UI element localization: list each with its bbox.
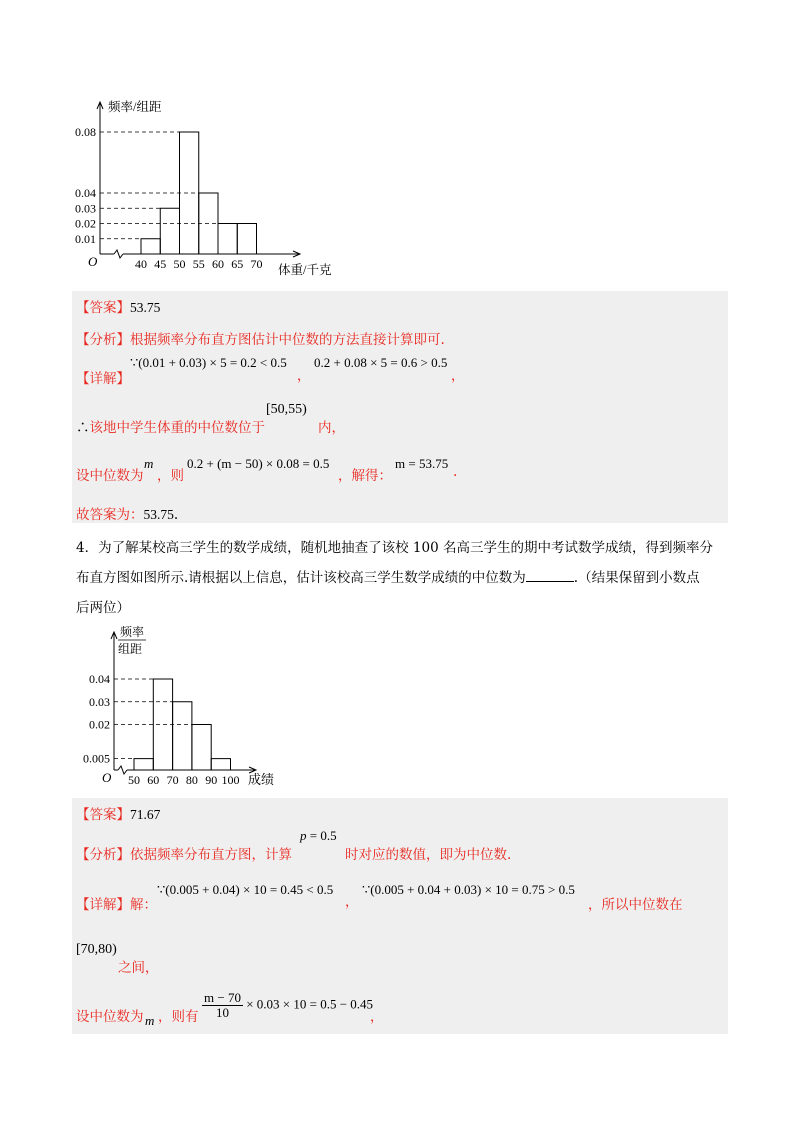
answer-value: 53.75: [130, 300, 161, 315]
histogram-bar: [180, 132, 199, 254]
setm-result: m = 53.75: [395, 456, 449, 471]
therefore-end: 内，: [318, 420, 345, 436]
origin-label: O: [102, 770, 112, 785]
problem-text-1: 为了解某校高三学生的数学成绩，随机地抽查了该校 100 名高三学生的期中考试数学成绩，得到频率分: [98, 540, 713, 556]
x-tick-label: 100: [221, 773, 240, 787]
detail-math2: 0.2 + 0.08 × 5 = 0.6 > 0.5: [314, 355, 448, 370]
x-tick-label: 45: [154, 257, 167, 271]
setm-var: m: [145, 1013, 155, 1028]
x-tick-label: 40: [135, 257, 147, 271]
x-axis-label: 体重/千克: [278, 263, 332, 277]
final-end: .: [173, 507, 179, 523]
problem-number: 4．: [76, 540, 99, 556]
detail-sep1: ，: [297, 368, 311, 384]
y-tick-label: 0.02: [75, 216, 96, 231]
setm-solve: ，解得：: [338, 468, 392, 484]
problem4-line1: [76, 536, 713, 556]
x-tick-label: 90: [205, 773, 218, 787]
solution1-panel: [72, 291, 728, 523]
y-tick-label: 0.02: [89, 717, 110, 732]
solution1-answer-line: [76, 296, 160, 316]
detail-sep1: ，: [345, 894, 359, 910]
setm-end: ，: [370, 1009, 384, 1025]
x-tick-label: 70: [250, 257, 263, 271]
x-axis-break: [114, 250, 123, 258]
problem4-line2: [76, 566, 700, 586]
x-tick-label: 50: [173, 257, 186, 271]
final-value: 53.75: [143, 507, 174, 522]
interval-math: [70,80): [76, 942, 117, 957]
y-tick-label: 0.005: [83, 751, 110, 766]
detail-math2: ∵(0.005 + 0.04 + 0.03) × 10 = 0.75 > 0.5: [362, 882, 575, 897]
answer-blank: [526, 569, 574, 582]
setm-then: ，则有: [158, 1009, 199, 1025]
y-axis-label-bottom: 组距: [118, 642, 143, 656]
x-axis-label: 成绩: [248, 772, 275, 787]
solution2-panel: [72, 798, 728, 1034]
final-text: 故答案为：: [76, 507, 144, 523]
answer-label: 【答案】: [76, 807, 130, 823]
fraction-denominator: 10: [215, 1005, 229, 1020]
therefore-symbol: ∴: [76, 420, 90, 436]
detail-math1: ∵(0.01 + 0.03) × 5 = 0.2 < 0.5: [130, 355, 287, 370]
detail-text: ，所以中位数在: [588, 897, 683, 913]
y-tick-label: 0.03: [75, 201, 96, 216]
therefore-line: [76, 416, 265, 436]
detail-math1: ∵(0.005 + 0.04) × 10 = 0.45 < 0.5: [157, 882, 334, 897]
x-tick-label: 70: [166, 773, 179, 787]
analysis-label: 【分析】: [76, 847, 130, 863]
setm-then: ，则: [157, 468, 184, 484]
histogram-bar: [134, 759, 153, 770]
setm-var: m: [144, 456, 154, 471]
setm-text: 设中位数为: [76, 1009, 144, 1025]
histogram-bar: [192, 725, 211, 771]
problem-text-2b: .（结果保留到小数点: [573, 570, 700, 586]
answer-label: 【答案】: [76, 300, 130, 316]
fraction-numerator: m − 70: [204, 990, 241, 1005]
x-tick-label: 80: [185, 773, 198, 787]
answer-value: 71.67: [130, 807, 161, 822]
analysis-math: p = 0.5: [300, 828, 337, 843]
detail-label: 【详解】: [76, 897, 130, 913]
histogram-bar: [218, 224, 237, 255]
detail-jie: 解：: [130, 897, 157, 913]
x-tick-label: 60: [212, 257, 224, 271]
final-line: [76, 503, 178, 523]
x-tick-label: 50: [128, 773, 140, 787]
score-histogram: [60, 622, 300, 792]
y-tick-label: 0.01: [75, 231, 96, 246]
histogram-bar: [211, 759, 230, 770]
origin-label: O: [88, 254, 98, 269]
problem4-line3: 后两位）: [76, 600, 130, 616]
solution1-analysis-line: [76, 328, 445, 348]
setm-text: 设中位数为: [76, 468, 144, 484]
setm-eq: 0.2 + (m − 50) × 0.08 = 0.5: [187, 456, 330, 471]
interval-text: 之间，: [118, 960, 159, 976]
setm-rest: × 0.03 × 10 = 0.5 − 0.45: [246, 996, 374, 1012]
histogram-bar: [141, 239, 160, 254]
setm-end: .: [453, 464, 458, 480]
analysis-label: 【分析】: [76, 332, 130, 348]
analysis-text-2: 时对应的数值，即为中位数.: [345, 847, 512, 863]
detail-sep2: ，: [451, 368, 465, 384]
fraction: [202, 991, 243, 1020]
x-axis-break: [118, 766, 127, 774]
therefore-text: 该地中学生体重的中位数位于: [89, 420, 265, 436]
detail-label: 【详解】: [76, 371, 130, 387]
problem-text-2: 布直方图如图所示.请根据以上信息，估计该校高三学生数学成绩的中位数为: [76, 570, 526, 586]
interval-math: [50,55): [266, 402, 307, 417]
solution2-answer-line: [76, 803, 160, 823]
histogram-bar: [173, 702, 192, 770]
y-axis-label: 频率/组距: [108, 100, 162, 114]
histogram-bar: [237, 224, 256, 255]
x-tick-label: 55: [192, 257, 205, 271]
y-tick-label: 0.04: [75, 186, 96, 200]
analysis-line: [76, 843, 292, 863]
analysis-text-1: 依据频率分布直方图，计算: [130, 847, 292, 863]
detail-line: [76, 893, 157, 913]
y-axis-label-top: 频率: [120, 625, 145, 639]
setm-equation: [202, 991, 373, 1020]
analysis-text: 根据频率分布直方图估计中位数的方法直接计算即可.: [130, 332, 445, 348]
x-tick-label: 65: [231, 257, 244, 271]
y-tick-label: 0.03: [89, 694, 110, 709]
x-tick-label: 60: [147, 773, 160, 787]
y-tick-label: 0.04: [89, 672, 110, 686]
y-tick-label: 0.08: [75, 125, 96, 139]
histogram-bar: [160, 208, 179, 254]
weight-histogram: [60, 92, 360, 282]
